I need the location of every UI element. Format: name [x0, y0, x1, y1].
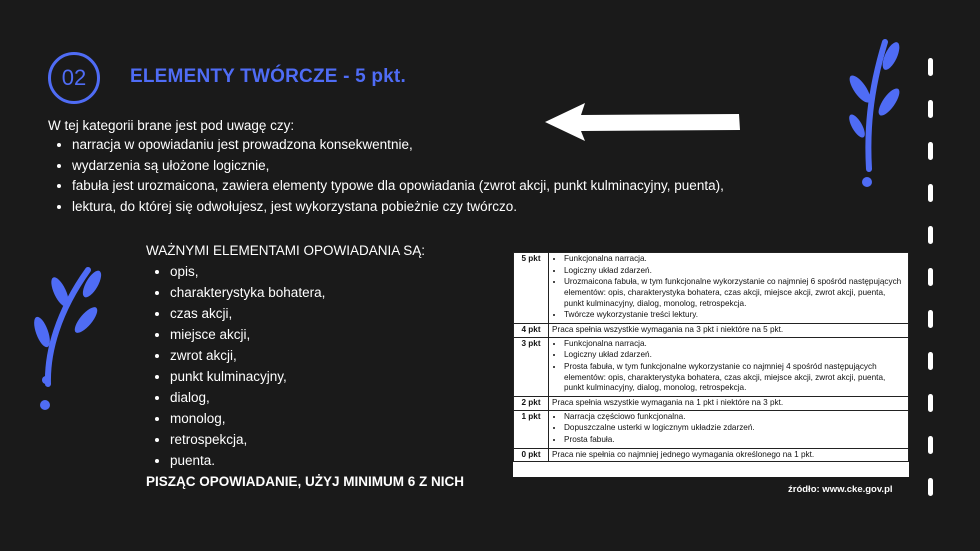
- criterion-item: • Funkcjonalna narracja.: [564, 254, 905, 265]
- list-item: • zwrot akcji,: [170, 348, 464, 363]
- slide-number-circle: [48, 52, 100, 104]
- arrow-left-icon: [543, 101, 743, 143]
- points-cell: 0 pkt: [514, 448, 549, 462]
- source-credit: źródło: www.cke.gov.pl: [788, 484, 893, 495]
- criterion-item: • Logiczny układ zdarzeń.: [564, 266, 905, 277]
- list-item: • miejsce akcji,: [170, 327, 464, 342]
- points-cell: 1 pkt: [514, 410, 549, 448]
- slide-title: ELEMENTY TWÓRCZE - 5 pkt.: [130, 66, 406, 87]
- table-row: [514, 253, 909, 324]
- description-cell: [549, 410, 909, 448]
- points-cell: 4 pkt: [514, 323, 549, 337]
- list-item: • puenta.: [170, 453, 464, 468]
- important-section: [146, 243, 464, 489]
- table-row: [514, 410, 909, 448]
- list-item: • opis,: [170, 264, 464, 279]
- list-item: • monolog,: [170, 411, 464, 426]
- points-cell: 2 pkt: [514, 396, 549, 410]
- criteria-grid: [513, 252, 909, 462]
- description-cell: [549, 337, 909, 396]
- list-item: • czas akcji,: [170, 306, 464, 321]
- criterion-item: • Dopuszczalne usterki w logicznym układzie zdarzeń.: [564, 423, 905, 434]
- criterion-item: • Narracja częściowo funkcjonalna.: [564, 412, 905, 423]
- list-item: • retrospekcja,: [170, 432, 464, 447]
- points-cell: 5 pkt: [514, 253, 549, 324]
- dashed-line-decoration: [922, 58, 938, 498]
- sprig-decoration-icon: [30, 262, 102, 414]
- list-item: • punkt kulminacyjny,: [170, 369, 464, 384]
- intro-bullet: • fabuła jest urozmaicona, zawiera elementy typowe dla opowiadania (zwrot akcji, punkt kulminacyjny, puenta),: [72, 178, 724, 193]
- criterion-item: • Funkcjonalna narracja.: [564, 339, 905, 350]
- sprig-decoration-icon: [845, 34, 905, 189]
- list-item: • dialog,: [170, 390, 464, 405]
- criteria-table: [513, 252, 909, 477]
- criterion-item: • Twórcze wykorzystanie treści lektury.: [564, 310, 905, 321]
- intro-bullet: • narracja w opowiadaniu jest prowadzona konsekwentnie,: [72, 137, 724, 152]
- important-list: [146, 264, 464, 468]
- table-row: [514, 337, 909, 396]
- important-footer: PISZĄC OPOWIADANIE, UŻYJ MINIMUM 6 Z NICH: [146, 474, 465, 489]
- criterion-item: • Logiczny układ zdarzeń.: [564, 350, 905, 361]
- criterion-item: • Prosta fabuła.: [564, 435, 905, 446]
- criterion-item: • Prosta fabuła, w tym funkcjonalne wykorzystanie co najmniej 4 spośród następujących elementów: opis, charakterystyka bohatera, czas akcji, miejsce akcji, zwrot akcji, puenta, punkt kulminacyjny, dialog, monolog, retrospekcja.: [564, 362, 905, 394]
- slide-number: 02: [61, 65, 87, 90]
- criterion-item: • Urozmaicona fabuła, w tym funkcjonalne wykorzystanie co najmniej 6 spośród następujących elementów: opis, charakterystyka bohatera, czas akcji, miejsce akcji, zwrot akcji, puenta, punkt kulminacyjny, dialog, monolog, retrospekcja.: [564, 277, 905, 309]
- intro-lead: W tej kategorii brane jest pod uwagę czy:: [48, 118, 295, 133]
- list-item: • charakterystyka bohatera,: [170, 285, 464, 300]
- intro-bullet: • wydarzenia są ułożone logicznie,: [72, 158, 724, 173]
- description-cell: Praca spełnia wszystkie wymagania na 1 pkt i niektóre na 3 pkt.: [549, 396, 909, 410]
- table-row: [514, 396, 909, 410]
- important-heading: WAŻNYMI ELEMENTAMI OPOWIADANIA SĄ:: [146, 243, 426, 258]
- description-cell: Praca nie spełnia co najmniej jednego wymagania określonego na 1 pkt.: [549, 448, 909, 462]
- intro-list: [48, 137, 724, 214]
- table-row: [514, 323, 909, 337]
- description-cell: [549, 253, 909, 324]
- table-row: [514, 448, 909, 462]
- description-cell: Praca spełnia wszystkie wymagania na 3 pkt i niektóre na 5 pkt.: [549, 323, 909, 337]
- points-cell: 3 pkt: [514, 337, 549, 396]
- intro-bullet: • lektura, do której się odwołujesz, jest wykorzystana pobieżnie czy twórczo.: [72, 199, 724, 214]
